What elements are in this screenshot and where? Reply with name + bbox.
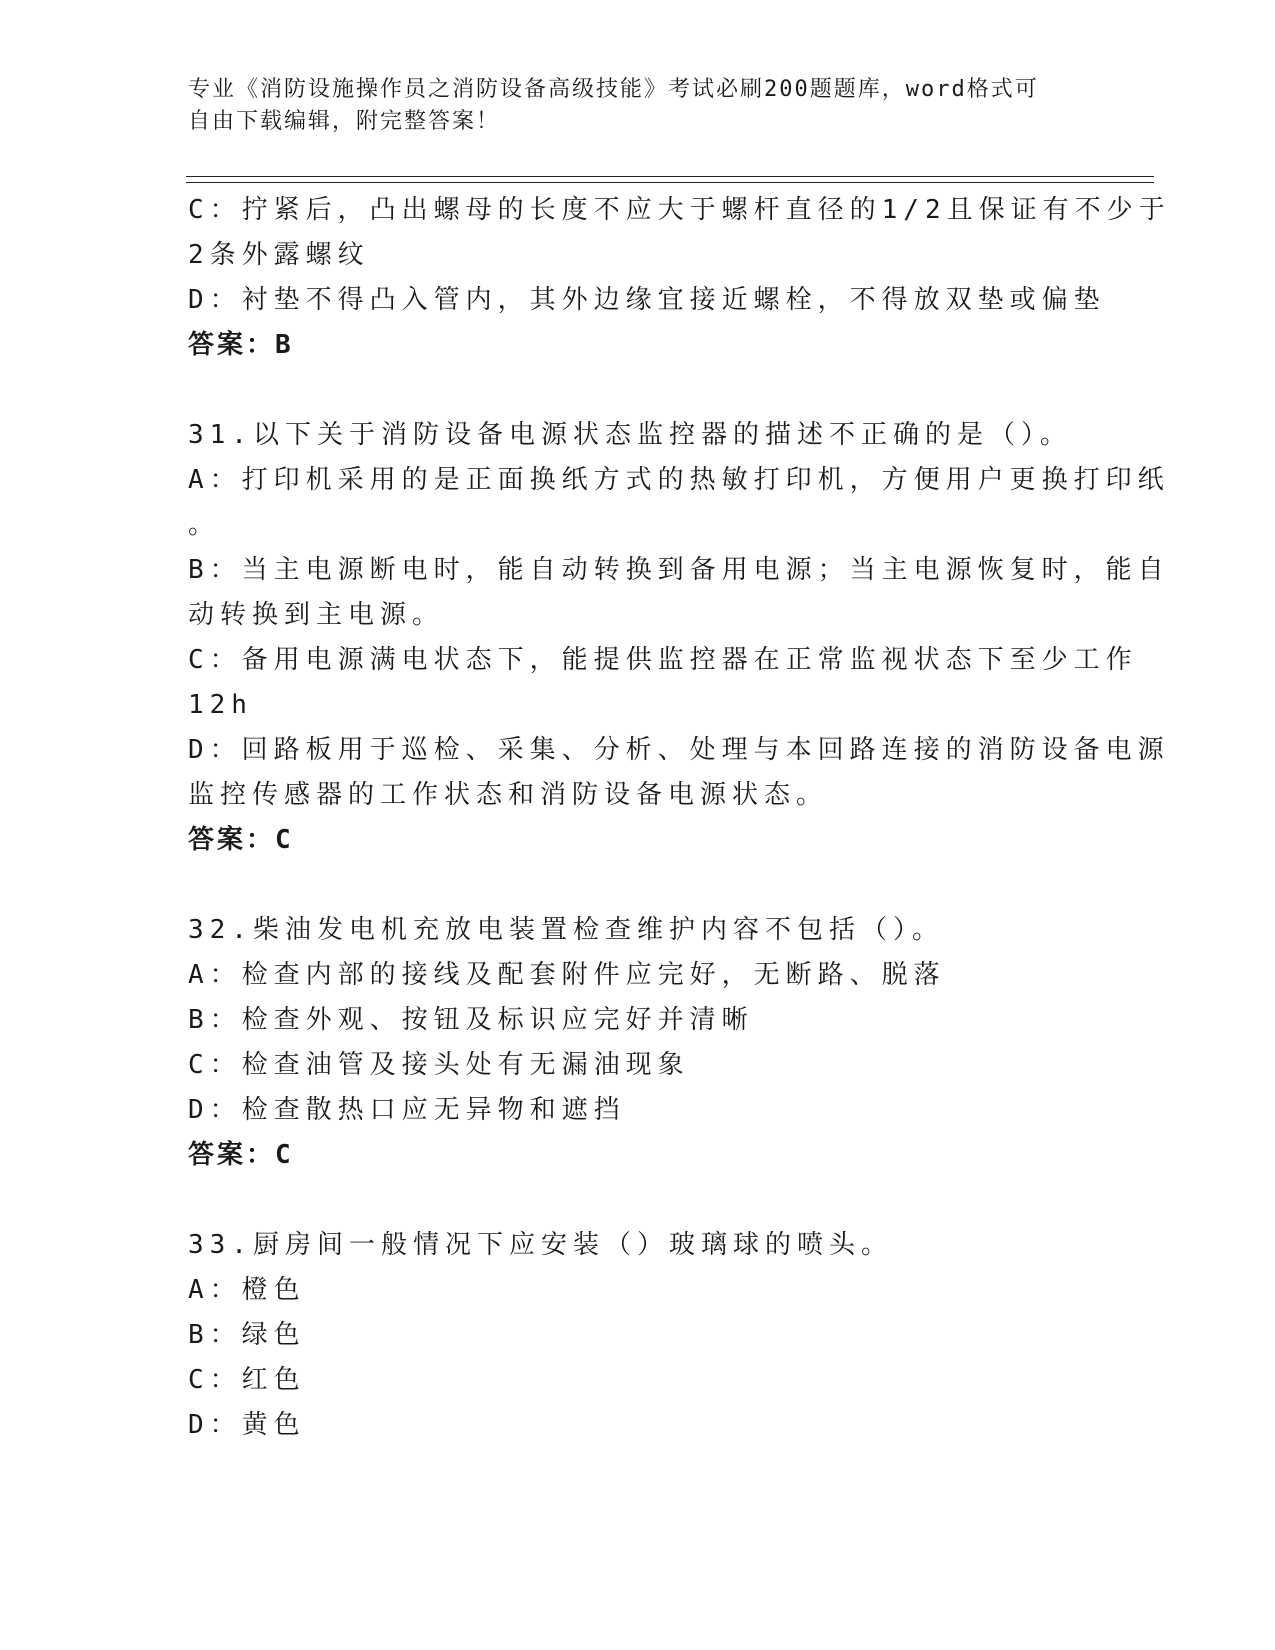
page-header: [188, 74, 1068, 138]
option-c-line-1: C：备用电源满电状态下，能提供监控器在正常监视状态下至少工作: [188, 645, 1138, 675]
option-c-line-2: 12h: [188, 690, 253, 720]
document-body: [188, 188, 1171, 1448]
option-c-line-1: C：拧紧后，凸出螺母的长度不应大于螺杆直径的1/2且保证有不少于: [188, 195, 1171, 225]
option-d-line-2: 监控传感器的工作状态和消防设备电源状态。: [188, 780, 829, 810]
question-32: [188, 908, 1078, 1178]
answer-label: 答案：C: [188, 825, 294, 855]
option-a-line-2: 。: [188, 510, 221, 540]
question-33: [188, 1223, 1078, 1448]
option-c: C：红色: [188, 1365, 306, 1395]
question-text: 31.以下关于消防设备电源状态监控器的描述不正确的是（）。: [188, 420, 1072, 450]
question-31: [188, 413, 1170, 863]
option-a-line-1: A：打印机采用的是正面换纸方式的热敏打印机，方便用户更换打印纸: [188, 465, 1170, 495]
option-d: D：检查散热口应无异物和遮挡: [188, 1095, 626, 1125]
header-divider-top: [186, 176, 1154, 177]
header-line-1: 专业《消防设施操作员之消防设备高级技能》考试必刷200题题库，word格式可: [188, 77, 1039, 102]
answer-label: 答案：B: [188, 330, 294, 360]
answer-label: 答案：C: [188, 1140, 294, 1170]
option-c: C：检查油管及接头处有无漏油现象: [188, 1050, 690, 1080]
question-text: 32.柴油发电机充放电装置检查维护内容不包括（）。: [188, 915, 944, 945]
question-30-tail: [188, 188, 1171, 368]
option-c-line-2: 2条外露螺纹: [188, 240, 370, 270]
spacer: [188, 1178, 1078, 1223]
option-d-line-1: D：回路板用于巡检、采集、分析、处理与本回路连接的消防设备电源: [188, 735, 1170, 765]
option-d: D：黄色: [188, 1410, 306, 1440]
option-a: A：橙色: [188, 1275, 306, 1305]
option-b-line-1: B：当主电源断电时，能自动转换到备用电源；当主电源恢复时，能自: [188, 555, 1170, 585]
option-d: D：衬垫不得凸入管内，其外边缘宜接近螺栓，不得放双垫或偏垫: [188, 285, 1106, 315]
option-a: A：检查内部的接线及配套附件应完好，无断路、脱落: [188, 960, 946, 990]
option-b: B：绿色: [188, 1320, 306, 1350]
header-divider-bottom: [186, 182, 1154, 183]
spacer: [188, 368, 1078, 413]
option-b: B：检查外观、按钮及标识应完好并清晰: [188, 1005, 754, 1035]
header-line-2: 自由下载编辑，附完整答案！: [188, 109, 501, 134]
spacer: [188, 863, 1078, 908]
question-text: 33.厨房间一般情况下应安装（）玻璃球的喷头。: [188, 1230, 893, 1260]
option-b-line-2: 动转换到主电源。: [188, 600, 445, 630]
